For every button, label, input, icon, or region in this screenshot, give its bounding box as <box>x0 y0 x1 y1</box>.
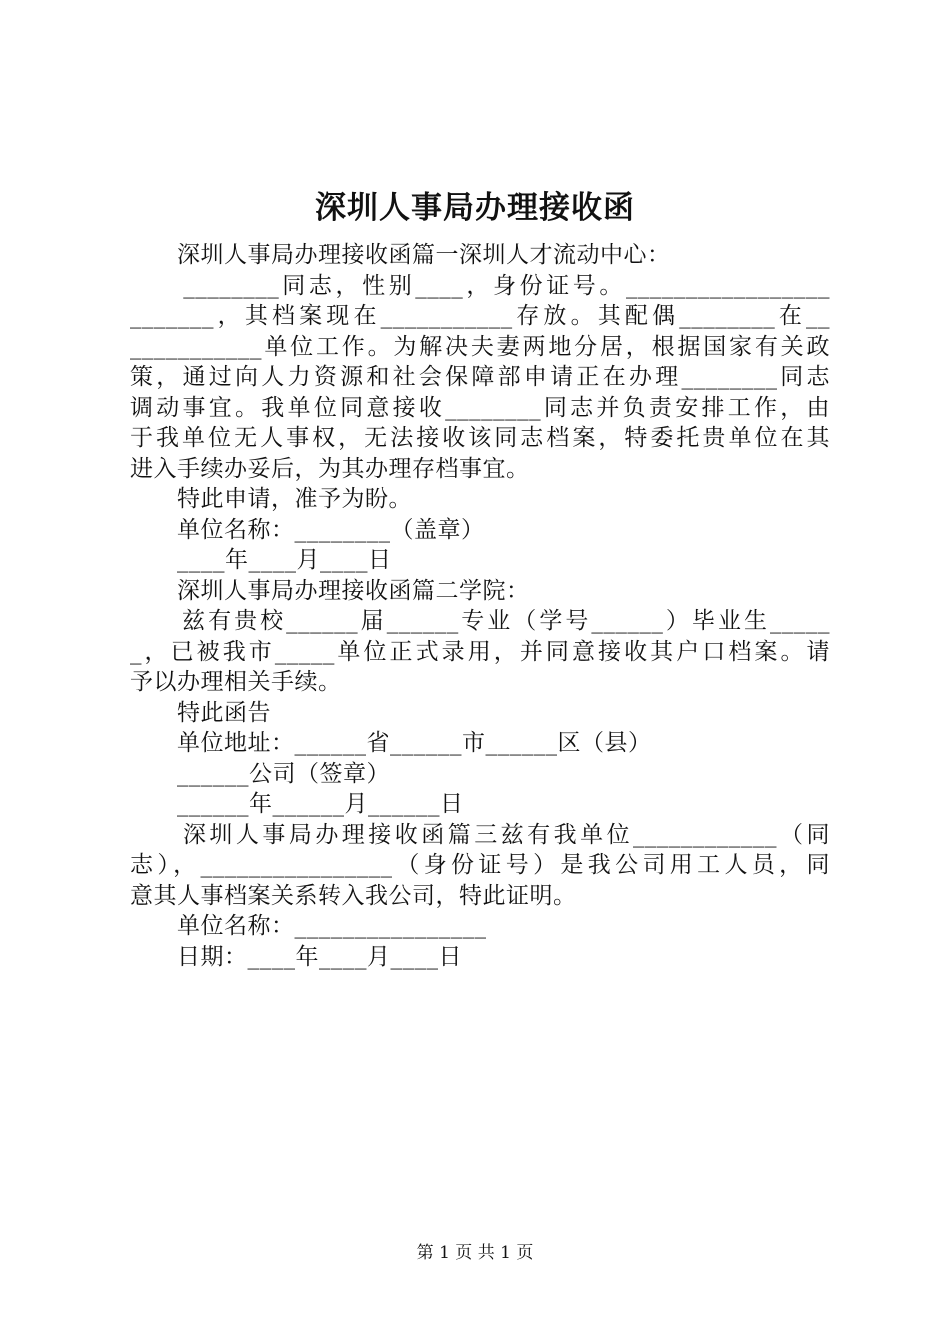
body-line: 单位地址：______省______市______区（县） <box>130 730 652 756</box>
body-line: ______年______月______日 <box>130 791 464 817</box>
document-body <box>130 240 830 972</box>
body-line: _______，其档案现在___________存放。其配偶________在__ <box>130 303 830 329</box>
body-line: ____年____月____日 <box>130 547 392 573</box>
body-line: 予以办理相关手续。 <box>130 669 342 695</box>
body-line: 兹有贵校______届______专业（学号______）毕业生_____ <box>130 608 830 634</box>
document-title: 深圳人事局办理接收函 <box>315 190 635 226</box>
page-number-footer: 第 1 页 共 1 页 <box>416 1243 534 1263</box>
body-line: 策，通过向人力资源和社会保障部申请正在办理________同志 <box>130 364 830 390</box>
body-line: 深圳人事局办理接收函篇二学院： <box>130 577 530 604</box>
body-line: 意其人事档案关系转入我公司，特此证明。 <box>130 882 577 909</box>
body-line: ________同志，性别____，身份证号。_________________ <box>130 272 830 299</box>
body-line: 志），________________（身份证号）是我公司用工人员，同 <box>130 852 830 878</box>
body-line: 单位名称：________________ <box>130 913 487 939</box>
body-line: 进入手续办妥后，为其办理存档事宜。 <box>130 455 530 482</box>
body-line: 深圳人事局办理接收函篇三兹有我单位____________（同 <box>130 821 830 848</box>
body-line: 特此申请，准予为盼。 <box>130 486 412 512</box>
body-line: 日期：____年____月____日 <box>130 943 462 970</box>
body-line: 于我单位无人事权，无法接收该同志档案，特委托贵单位在其 <box>130 425 830 451</box>
body-line: 单位名称：________（盖章） <box>130 516 485 543</box>
body-line: ______公司（签章） <box>130 760 390 787</box>
body-line: _，已被我市_____单位正式录用，并同意接收其户口档案。请 <box>130 638 830 665</box>
body-line: ___________单位工作。为解决夫妻两地分居，根据国家有关政 <box>130 333 830 360</box>
body-line: 特此函告 <box>130 699 271 726</box>
body-line: 调动事宜。我单位同意接收________同志并负责安排工作，由 <box>130 394 830 421</box>
body-line: 深圳人事局办理接收函篇一深圳人才流动中心： <box>130 242 671 268</box>
